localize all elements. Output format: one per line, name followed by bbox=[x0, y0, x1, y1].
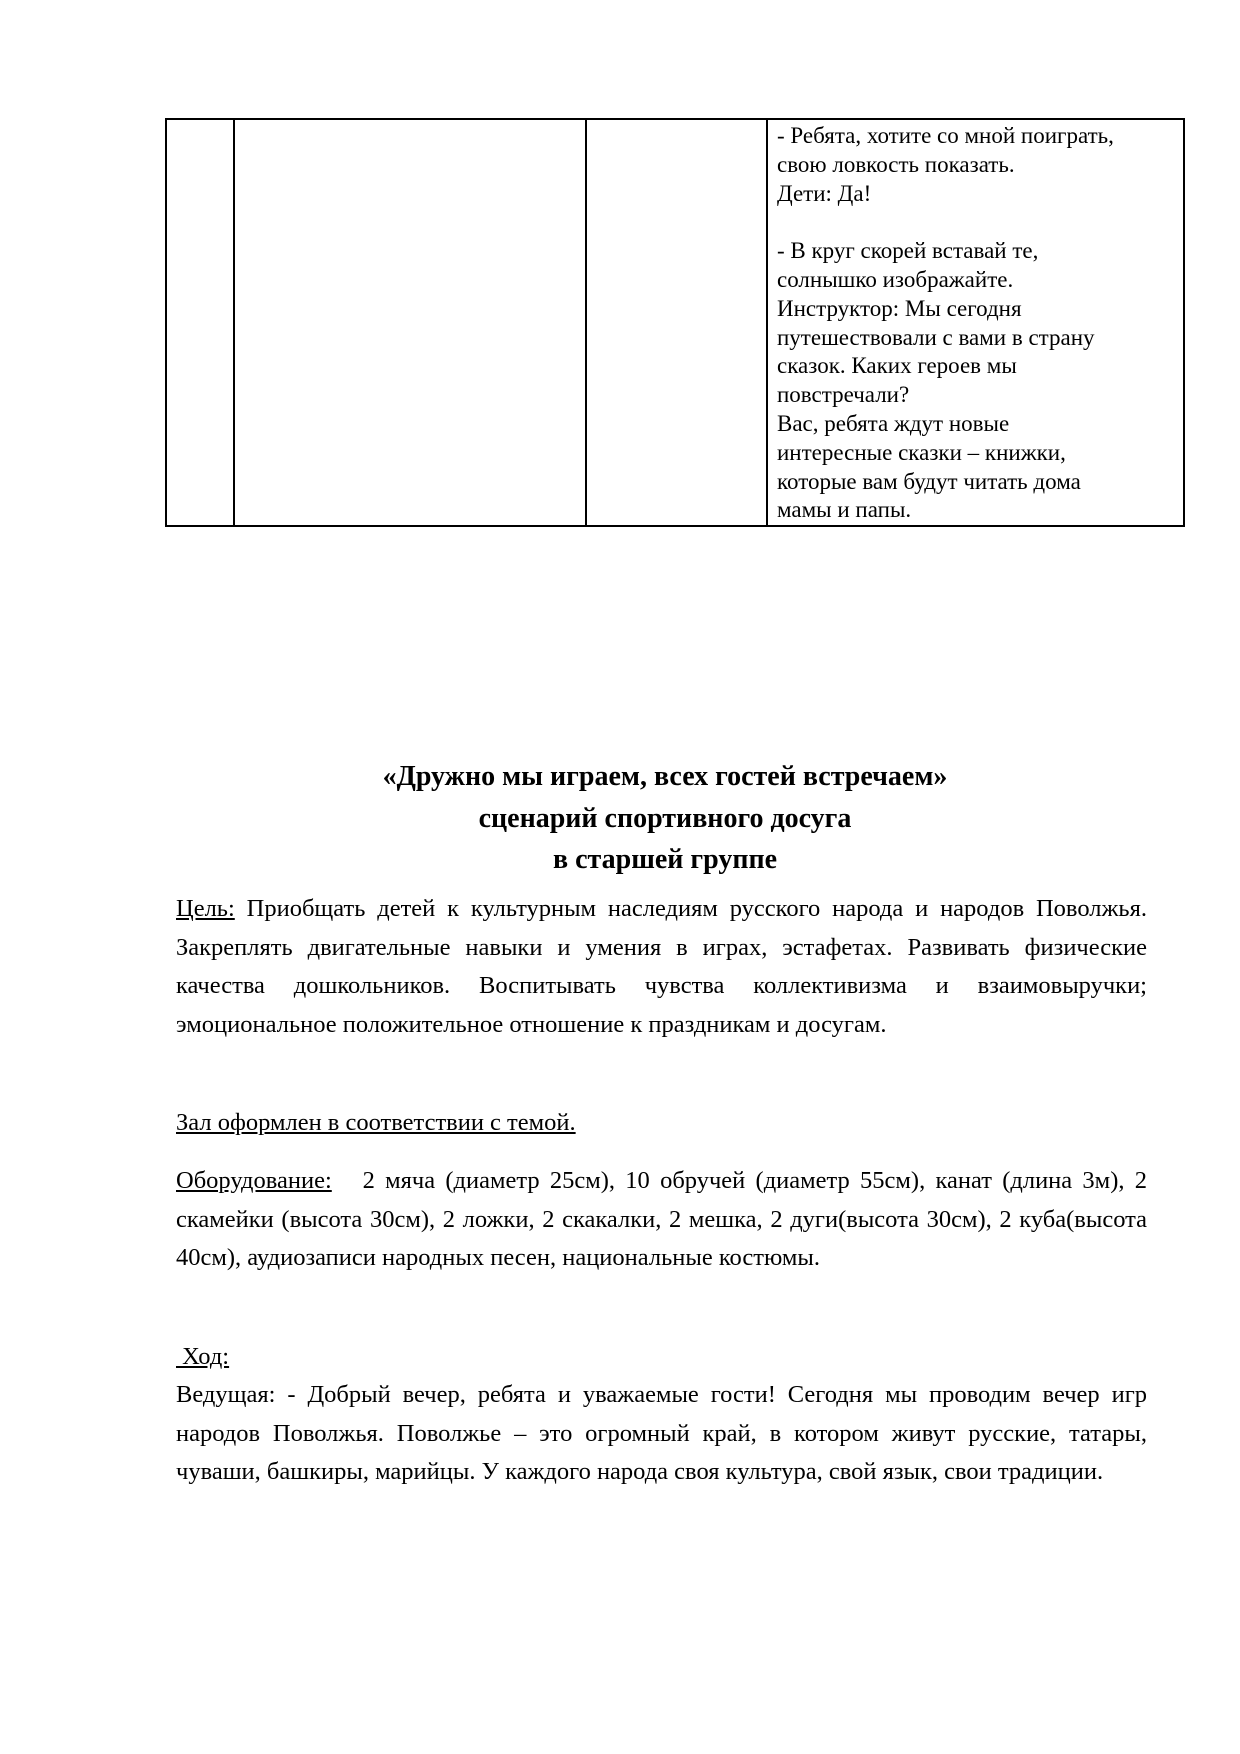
table-row bbox=[166, 119, 1184, 526]
document-title bbox=[0, 756, 1240, 881]
goal-paragraph bbox=[176, 890, 1147, 1045]
course-heading bbox=[176, 1338, 1147, 1377]
hall-text: Зал оформлен в соответствии с темой. bbox=[176, 1109, 576, 1136]
dialogue-line: Инструктор: Мы сегодня bbox=[777, 295, 1022, 321]
goal-text: Приобщать детей к культурным наследиям русского народа и народов Поволжья. Закреплять двигательные навыки и умения в играх, эстафетах. Развивать физические качества дошкольников. Воспитывать чувства коллективизма и взаимовыручки; эмоциональное положительное отношение к праздникам и досугам. bbox=[176, 895, 1147, 1039]
equipment-paragraph bbox=[176, 1162, 1154, 1278]
course-label: Ход: bbox=[176, 1343, 230, 1370]
scenario-table-continuation bbox=[165, 118, 1185, 527]
title-line-2: сценарий спортивного досуга bbox=[478, 802, 852, 834]
table-cell-empty-2 bbox=[234, 119, 586, 526]
dialogue-line: Дети: Да! bbox=[777, 180, 872, 206]
goal-label: Цель: bbox=[176, 895, 235, 922]
dialogue-line: Вас, ребята ждут новые bbox=[777, 410, 1010, 436]
dialogue-line: интересные сказки – книжки, bbox=[777, 439, 1066, 465]
host-speech-paragraph bbox=[176, 1376, 1147, 1492]
dialogue-blank-line bbox=[777, 208, 1175, 237]
dialogue-line: - В круг скорей вставай те, bbox=[777, 238, 1039, 264]
equipment-label: Оборудование: bbox=[176, 1167, 332, 1194]
dialogue-line: свою ловкость показать. bbox=[777, 151, 1015, 177]
table-cell-empty-1 bbox=[166, 119, 234, 526]
dialogue-line: повстречали? bbox=[777, 382, 910, 408]
dialogue-line: путешествовали с вами в страну bbox=[777, 324, 1095, 350]
table-cell-dialogue bbox=[767, 119, 1184, 526]
equipment-text: 2 мяча (диаметр 25см), 10 обручей (диаметр 55см), канат (длина 3м), 2 скамейки (высота 30см), 2 ложки, 2 скакалки, 2 мешка, 2 дуги(высота 30см), 2 куба(высота 40см), аудиозаписи народных песен, национальные костюмы. bbox=[176, 1167, 1154, 1272]
dialogue-line: - Ребята, хотите со мной поиграть, bbox=[777, 123, 1114, 148]
dialogue-line: мамы и папы. bbox=[777, 497, 912, 523]
title-line-1: «Дружно мы играем, всех гостей встречаем» bbox=[382, 761, 948, 792]
dialogue-line: солнышко изображайте. bbox=[777, 266, 1014, 292]
table-cell-empty-3 bbox=[586, 119, 767, 526]
hall-paragraph bbox=[176, 1104, 1147, 1143]
dialogue-line: которые вам будут читать дома bbox=[777, 468, 1081, 494]
host-speech-text: Ведущая: - Добрый вечер, ребята и уважаемые гости! Сегодня мы проводим вечер игр народов Поволжья. Поволжье – это огромный край, в котором живут русские, татары, чуваши, башкиры, марийцы. У каждого народа своя культура, свой язык, свои традиции. bbox=[176, 1381, 1147, 1486]
dialogue-line: сказок. Каких героев мы bbox=[777, 353, 1017, 379]
title-line-3: в старшей группе bbox=[552, 844, 778, 875]
